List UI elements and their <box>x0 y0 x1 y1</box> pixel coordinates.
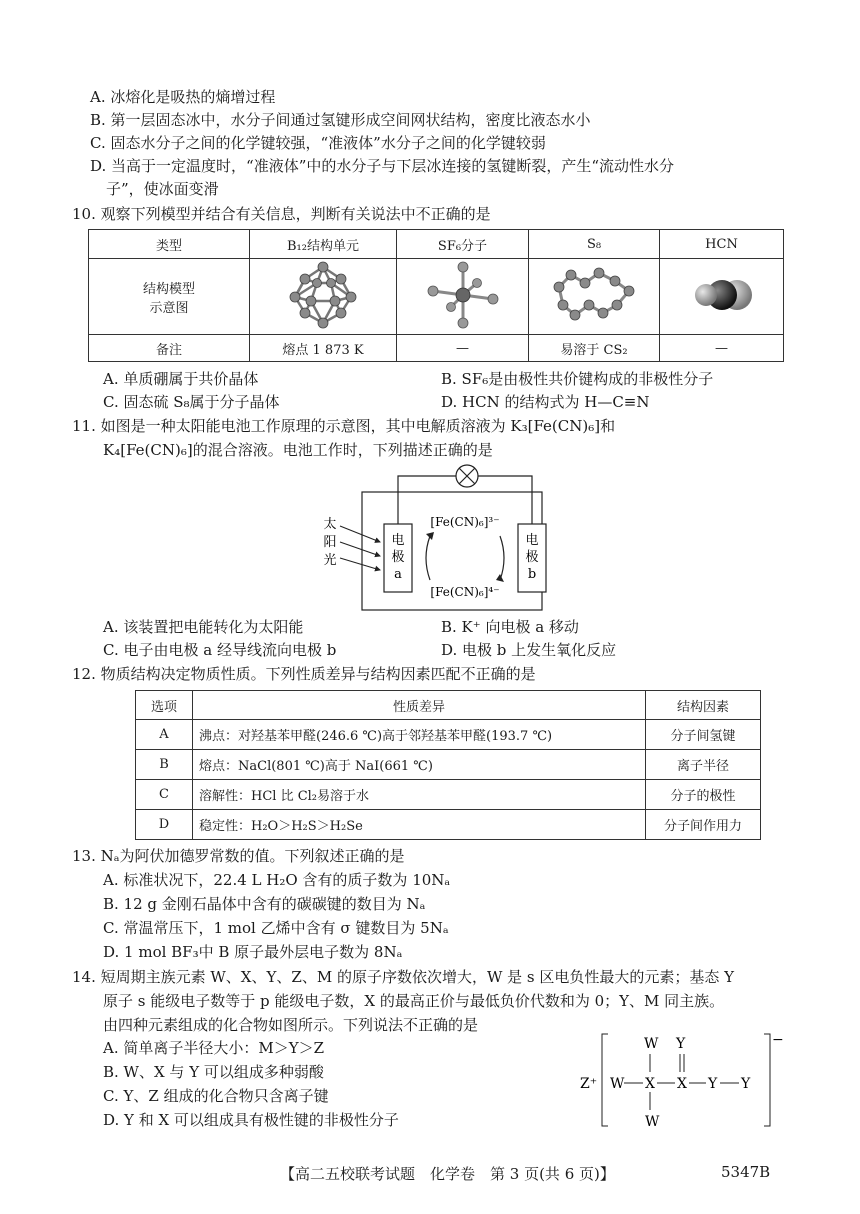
q10-header-sf6: SF₆分子 <box>397 230 529 259</box>
q13-option-c: C. 常温常压下，1 mol 乙烯中含有 σ 键数目为 5Nₐ <box>103 919 449 937</box>
electrode-a-char-2: 极 <box>391 550 405 565</box>
q12-row-d-property: 稳定性：H₂O＞H₂S＞H₂Se <box>193 810 646 840</box>
q11-option-a: A. 该装置把电能转化为太阳能 <box>103 618 304 636</box>
arc-right-arrowhead <box>496 574 504 582</box>
footer-center: 【高二五校联考试题 化学卷 第 3 页(共 6 页)】 <box>280 1165 615 1183</box>
q10-stem: 10. 观察下列模型并结合有关信息，判断有关说法中不正确的是 <box>72 205 491 223</box>
q14-option-c: C. Y、Z 组成的化合物只含离子键 <box>103 1087 329 1105</box>
right-bracket <box>764 1034 770 1126</box>
q10-header-b12: B₁₂结构单元 <box>250 230 397 259</box>
b12-model-image <box>283 261 363 329</box>
q10-option-b: B. SF₆是由极性共价键构成的非极性分子 <box>441 370 714 388</box>
q10-option-a: A. 单质硼属于共价晶体 <box>103 370 259 388</box>
q11-option-d: D. 电极 b 上发生氧化反应 <box>441 641 617 659</box>
charge-label: − <box>772 1032 784 1048</box>
q10-note-hcn: — <box>660 335 784 362</box>
q12-row-b-option: B <box>136 750 193 780</box>
q10-table <box>88 229 784 362</box>
q10-row-label-1: 结构模型 <box>142 281 195 297</box>
q10-notes-label: 备注 <box>89 335 250 362</box>
q10-option-c: C. 固态硫 S₈属于分子晶体 <box>103 393 280 411</box>
atom-y-mid: Y <box>708 1076 718 1092</box>
q10-note-sf6: — <box>397 335 529 362</box>
arc-right <box>500 536 504 580</box>
q12-row-b-factor: 离子半径 <box>646 750 761 780</box>
q14-structure-diagram <box>568 1030 798 1130</box>
atom-w-left: W <box>610 1076 625 1092</box>
sf6-model-image <box>423 261 503 329</box>
q10-row-model-label <box>89 259 250 335</box>
q12-row-c-factor: 分子的极性 <box>646 780 761 810</box>
q14-option-a: A. 简单离子半径大小：M＞Y＞Z <box>103 1039 325 1057</box>
atom-y-right: Y <box>741 1076 751 1092</box>
q10-note-b12: 熔点 1 873 K <box>250 335 397 362</box>
q14-option-b: B. W、X 与 Y 可以组成多种弱酸 <box>103 1063 324 1081</box>
q12-row-d-option: D <box>136 810 193 840</box>
q14-stem-1: 14. 短周期主族元素 W、X、Y、Z、M 的原子序数依次增大，W 是 s 区电负性最大的元素；基态 Y <box>72 968 735 986</box>
q12-row-c-option: C <box>136 780 193 810</box>
q12-table <box>135 690 761 840</box>
q12-row-a-option: A <box>136 720 193 750</box>
q11-stem-2: K₄[Fe(CN)₆]的混合溶液。电池工作时，下列描述正确的是 <box>103 441 493 459</box>
solar-cell-diagram <box>318 462 568 614</box>
electrode-b-char-1: 电 <box>525 533 539 548</box>
arc-left <box>426 536 430 580</box>
sf6-model-cell <box>397 259 529 335</box>
footer-code: 5347B <box>721 1163 771 1181</box>
lamp-icon <box>456 465 478 487</box>
q9-option-d: D. 当高于一定温度时，“准液体”中的水分子与下层冰连接的氢键断裂，产生“流动性水分 <box>90 157 675 175</box>
electrode-b-char-3: b <box>527 567 537 582</box>
q12-row-a-factor: 分子间氢键 <box>646 720 761 750</box>
q10-note-s8: 易溶于 CS₂ <box>529 335 660 362</box>
q12-row-d-factor: 分子间作用力 <box>646 810 761 840</box>
q10-option-d: D. HCN 的结构式为 H—C≡N <box>441 393 650 411</box>
electrode-a-char-1: 电 <box>391 533 405 548</box>
q10-header-hcn: HCN <box>660 230 784 259</box>
hcn-model-cell <box>660 259 784 335</box>
q13-option-b: B. 12 g 金刚石晶体中含有的碳碳键的数目为 Nₐ <box>103 895 426 913</box>
sunlight-char-2: 阳 <box>323 535 337 550</box>
q13-option-d: D. 1 mol BF₃中 B 原子最外层电子数为 8Nₐ <box>103 943 403 961</box>
b12-model-cell <box>250 259 397 335</box>
sunlight-char-3: 光 <box>323 553 337 568</box>
q9-option-a: A. 冰熔化是吸热的熵增过程 <box>90 88 276 106</box>
q9-option-d-cont: 子”，使冰面变滑 <box>106 180 219 198</box>
light-arrow-2 <box>340 542 380 556</box>
q12-header-option: 选项 <box>136 691 193 720</box>
sunlight-char-1: 太 <box>323 517 337 532</box>
q14-stem-2: 原子 s 能级电子数等于 p 能级电子数，X 的最高正价与最低负价代数和为 0；Y、M 同主族。 <box>103 992 725 1010</box>
left-bracket <box>602 1034 608 1126</box>
cation-label: Z⁺ <box>580 1076 598 1092</box>
atom-y-top: Y <box>676 1036 686 1052</box>
hcn-model-image <box>682 261 762 329</box>
q13-stem: 13. Nₐ为阿伏加德罗常数的值。下列叙述正确的是 <box>72 847 405 865</box>
electrode-a-char-3: a <box>394 567 402 582</box>
s8-model-image <box>549 261 639 329</box>
q12-row-c-property: 溶解性：HCl 比 Cl₂易溶于水 <box>193 780 646 810</box>
q12-header-property: 性质差异 <box>193 691 646 720</box>
q11-option-c: C. 电子由电极 a 经导线流向电极 b <box>103 641 337 659</box>
light-arrow-1 <box>340 526 380 542</box>
ion-bottom-label: [Fe(CN)₆]⁴⁻ <box>430 585 500 599</box>
q12-stem: 12. 物质结构决定物质性质。下列性质差异与结构因素匹配不正确的是 <box>72 665 536 683</box>
atom-x-1: X <box>645 1076 655 1092</box>
light-arrow-3 <box>340 558 380 570</box>
q10-header-s8: S₈ <box>529 230 660 259</box>
electrode-b-char-2: 极 <box>525 550 539 565</box>
q9-option-c: C. 固态水分子之间的化学键较强，“准液体”水分子之间的化学键较弱 <box>90 134 546 152</box>
arc-left-arrowhead <box>426 532 434 540</box>
atom-x-2: X <box>677 1076 687 1092</box>
q12-row-a-property: 沸点：对羟基苯甲醛(246.6 ℃)高于邻羟基苯甲醛(193.7 ℃) <box>193 720 646 750</box>
q11-option-b: B. K⁺ 向电极 a 移动 <box>441 618 579 636</box>
q9-option-b: B. 第一层固态冰中，水分子间通过氢键形成空间网状结构，密度比液态水小 <box>90 111 591 129</box>
atom-w-bottom: W <box>645 1114 660 1130</box>
q14-stem-3: 由四种元素组成的化合物如图所示。下列说法不正确的是 <box>103 1016 479 1034</box>
q14-option-d: D. Y 和 X 可以组成具有极性键的非极性分子 <box>103 1111 399 1129</box>
q10-row-label-2: 示意图 <box>149 300 189 316</box>
s8-model-cell <box>529 259 660 335</box>
q13-option-a: A. 标准状况下，22.4 L H₂O 含有的质子数为 10Nₐ <box>103 871 451 889</box>
ion-top-label: [Fe(CN)₆]³⁻ <box>430 515 500 529</box>
q12-header-factor: 结构因素 <box>646 691 761 720</box>
q12-row-b-property: 熔点：NaCl(801 ℃)高于 NaI(661 ℃) <box>193 750 646 780</box>
atom-w-top: W <box>644 1036 659 1052</box>
q11-stem-1: 11. 如图是一种太阳能电池工作原理的示意图，其中电解质溶液为 K₃[Fe(CN)₆]和 <box>72 417 616 435</box>
q10-header-type: 类型 <box>89 230 250 259</box>
